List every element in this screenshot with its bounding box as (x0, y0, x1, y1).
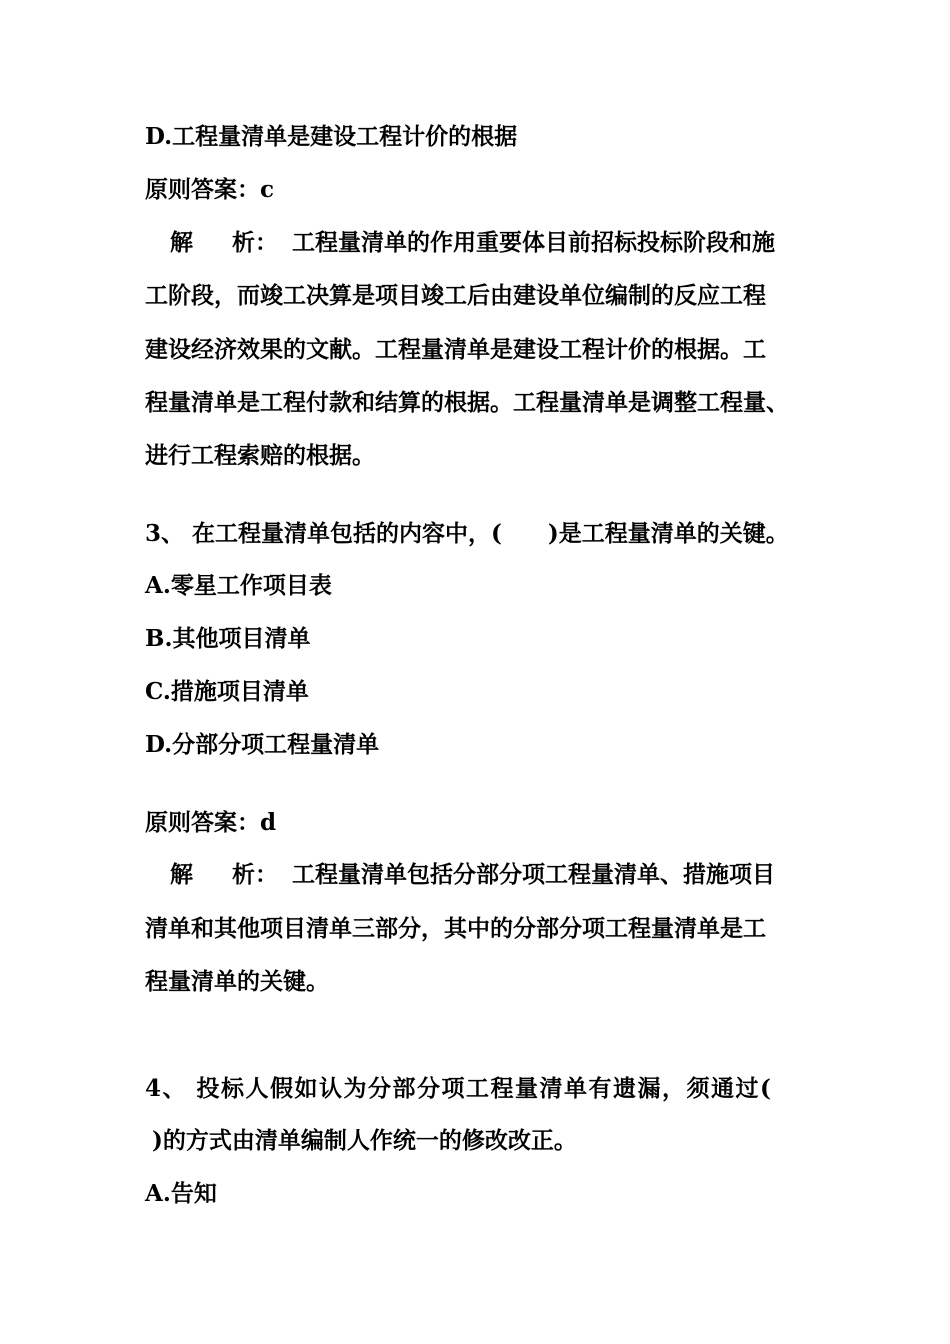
q4-option-a: A.告知 (145, 1180, 217, 1207)
q4-question-line-2: )的方式由清单编制人作统一的修改改正。 (152, 1127, 577, 1154)
q3-analysis-label-1: 解 (170, 861, 193, 888)
q2-answer: 原则答案：c (145, 176, 275, 203)
q3-analysis-label (170, 860, 278, 890)
q3-analysis-line-2: 清单和其他项目清单三部分，其中的分部分项工程量清单是工 (145, 915, 766, 942)
q3-answer: 原则答案：d (145, 809, 277, 836)
q2-analysis-line-5: 进行工程索赔的根据。 (145, 442, 375, 469)
q3-option-d: D.分部分项工程量清单 (145, 731, 380, 758)
q3-option-a: A.零星工作项目表 (145, 572, 332, 599)
q2-analysis-label-1: 解 (170, 229, 193, 256)
q3-analysis-line-3: 程量清单的关键。 (145, 968, 329, 995)
q4-question-line-1: 4、 投标人假如认为分部分项工程量清单有遗漏，须通过( (145, 1075, 773, 1102)
q2-analysis-line-4: 程量清单是工程付款和结算的根据。工程量清单是调整工程量、 (145, 389, 789, 416)
q2-analysis-line-2: 工阶段，而竣工决算是项目竣工后由建设单位编制的反应工程 (145, 282, 766, 309)
q3-option-b: B.其他项目清单 (145, 625, 311, 652)
q2-analysis-label (170, 228, 278, 258)
q2-option-d: D.工程量清单是建设工程计价的根据 (145, 123, 518, 150)
q2-analysis-line-1: 工程量清单的作用重要体目前招标投标阶段和施 (292, 229, 775, 256)
q3-analysis-line-1: 工程量清单包括分部分项工程量清单、措施项目 (292, 861, 775, 888)
q3-analysis-label-2: 析： (232, 861, 278, 888)
q2-analysis-label-2: 析： (232, 229, 278, 256)
q2-analysis-line-3: 建设经济效果的文献。工程量清单是建设工程计价的根据。工 (145, 336, 766, 363)
q3-question: 3、 在工程量清单包括的内容中，( )是工程量清单的关键。 (145, 520, 789, 547)
q3-option-c: C.措施项目清单 (145, 678, 309, 705)
